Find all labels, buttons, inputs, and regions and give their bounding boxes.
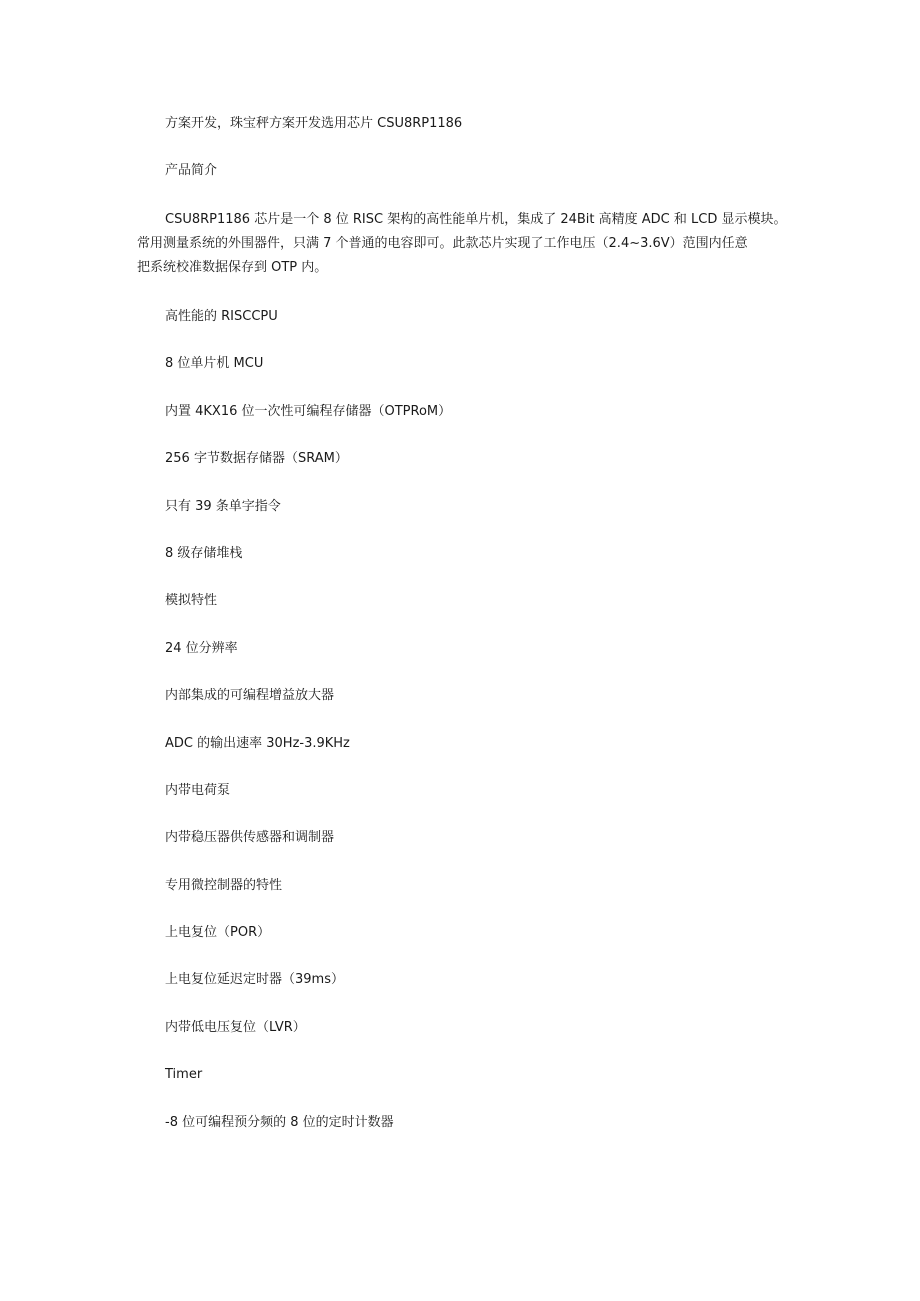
feature-item-regulator: 内带稳压器供传感器和调制器 — [165, 830, 335, 846]
feature-item-instructions: 只有 39 条单字指令 — [165, 498, 281, 514]
feature-item-stack: 8 级存储堆栈 — [165, 545, 243, 561]
feature-item-adc-rate: ADC 的输出速率 30Hz-3.9KHz — [165, 735, 350, 751]
feature-list — [137, 307, 797, 1133]
feature-item-por-timer: 上电复位延迟定时器（39ms） — [165, 972, 344, 988]
section-heading: 产品简介 — [165, 163, 218, 178]
feature-item-mcu-heading: 专用微控制器的特性 — [165, 877, 283, 893]
intro-paragraph — [137, 208, 797, 280]
feature-item-sram: 256 字节数据存储器（SRAM） — [165, 451, 348, 467]
feature-item-timer-counter: -8 位可编程预分频的 8 位的定时计数器 — [165, 1114, 394, 1130]
feature-item-timer-heading: Timer — [165, 1067, 203, 1083]
document-title-line: 方案开发，珠宝秤方案开发选用芯片 CSU8RP1186 — [165, 116, 463, 131]
feature-item-pga: 内部集成的可编程增益放大器 — [165, 688, 335, 704]
intro-line-3: 把系统校准数据保存到 OTP 内。 — [137, 260, 328, 275]
feature-item-lvr: 内带低电压复位（LVR） — [165, 1019, 306, 1035]
feature-item-por: 上电复位（POR） — [165, 925, 271, 941]
feature-item-risc-cpu: 高性能的 RISCCPU — [165, 309, 278, 324]
feature-item-8bit-mcu: 8 位单片机 MCU — [165, 356, 264, 372]
feature-item-charge-pump: 内带电荷泵 — [165, 782, 231, 798]
feature-item-resolution: 24 位分辨率 — [165, 640, 238, 656]
intro-line-1: CSU8RP1186 芯片是一个 8 位 RISC 架构的高性能单片机，集成了 24Bit 高精度 ADC 和 LCD 显示模块。 — [165, 212, 787, 227]
document-body — [137, 114, 797, 1160]
feature-item-otp-rom: 内置 4KX16 位一次性可编程存储器（OTPRoM） — [165, 403, 452, 419]
intro-line-2: 常用测量系统的外围器件，只满 7 个普通的电容即可。此款芯片实现了工作电压（2.4~3.6V）范围内任意 — [137, 236, 748, 251]
feature-item-analog-heading: 模拟特性 — [165, 593, 218, 609]
